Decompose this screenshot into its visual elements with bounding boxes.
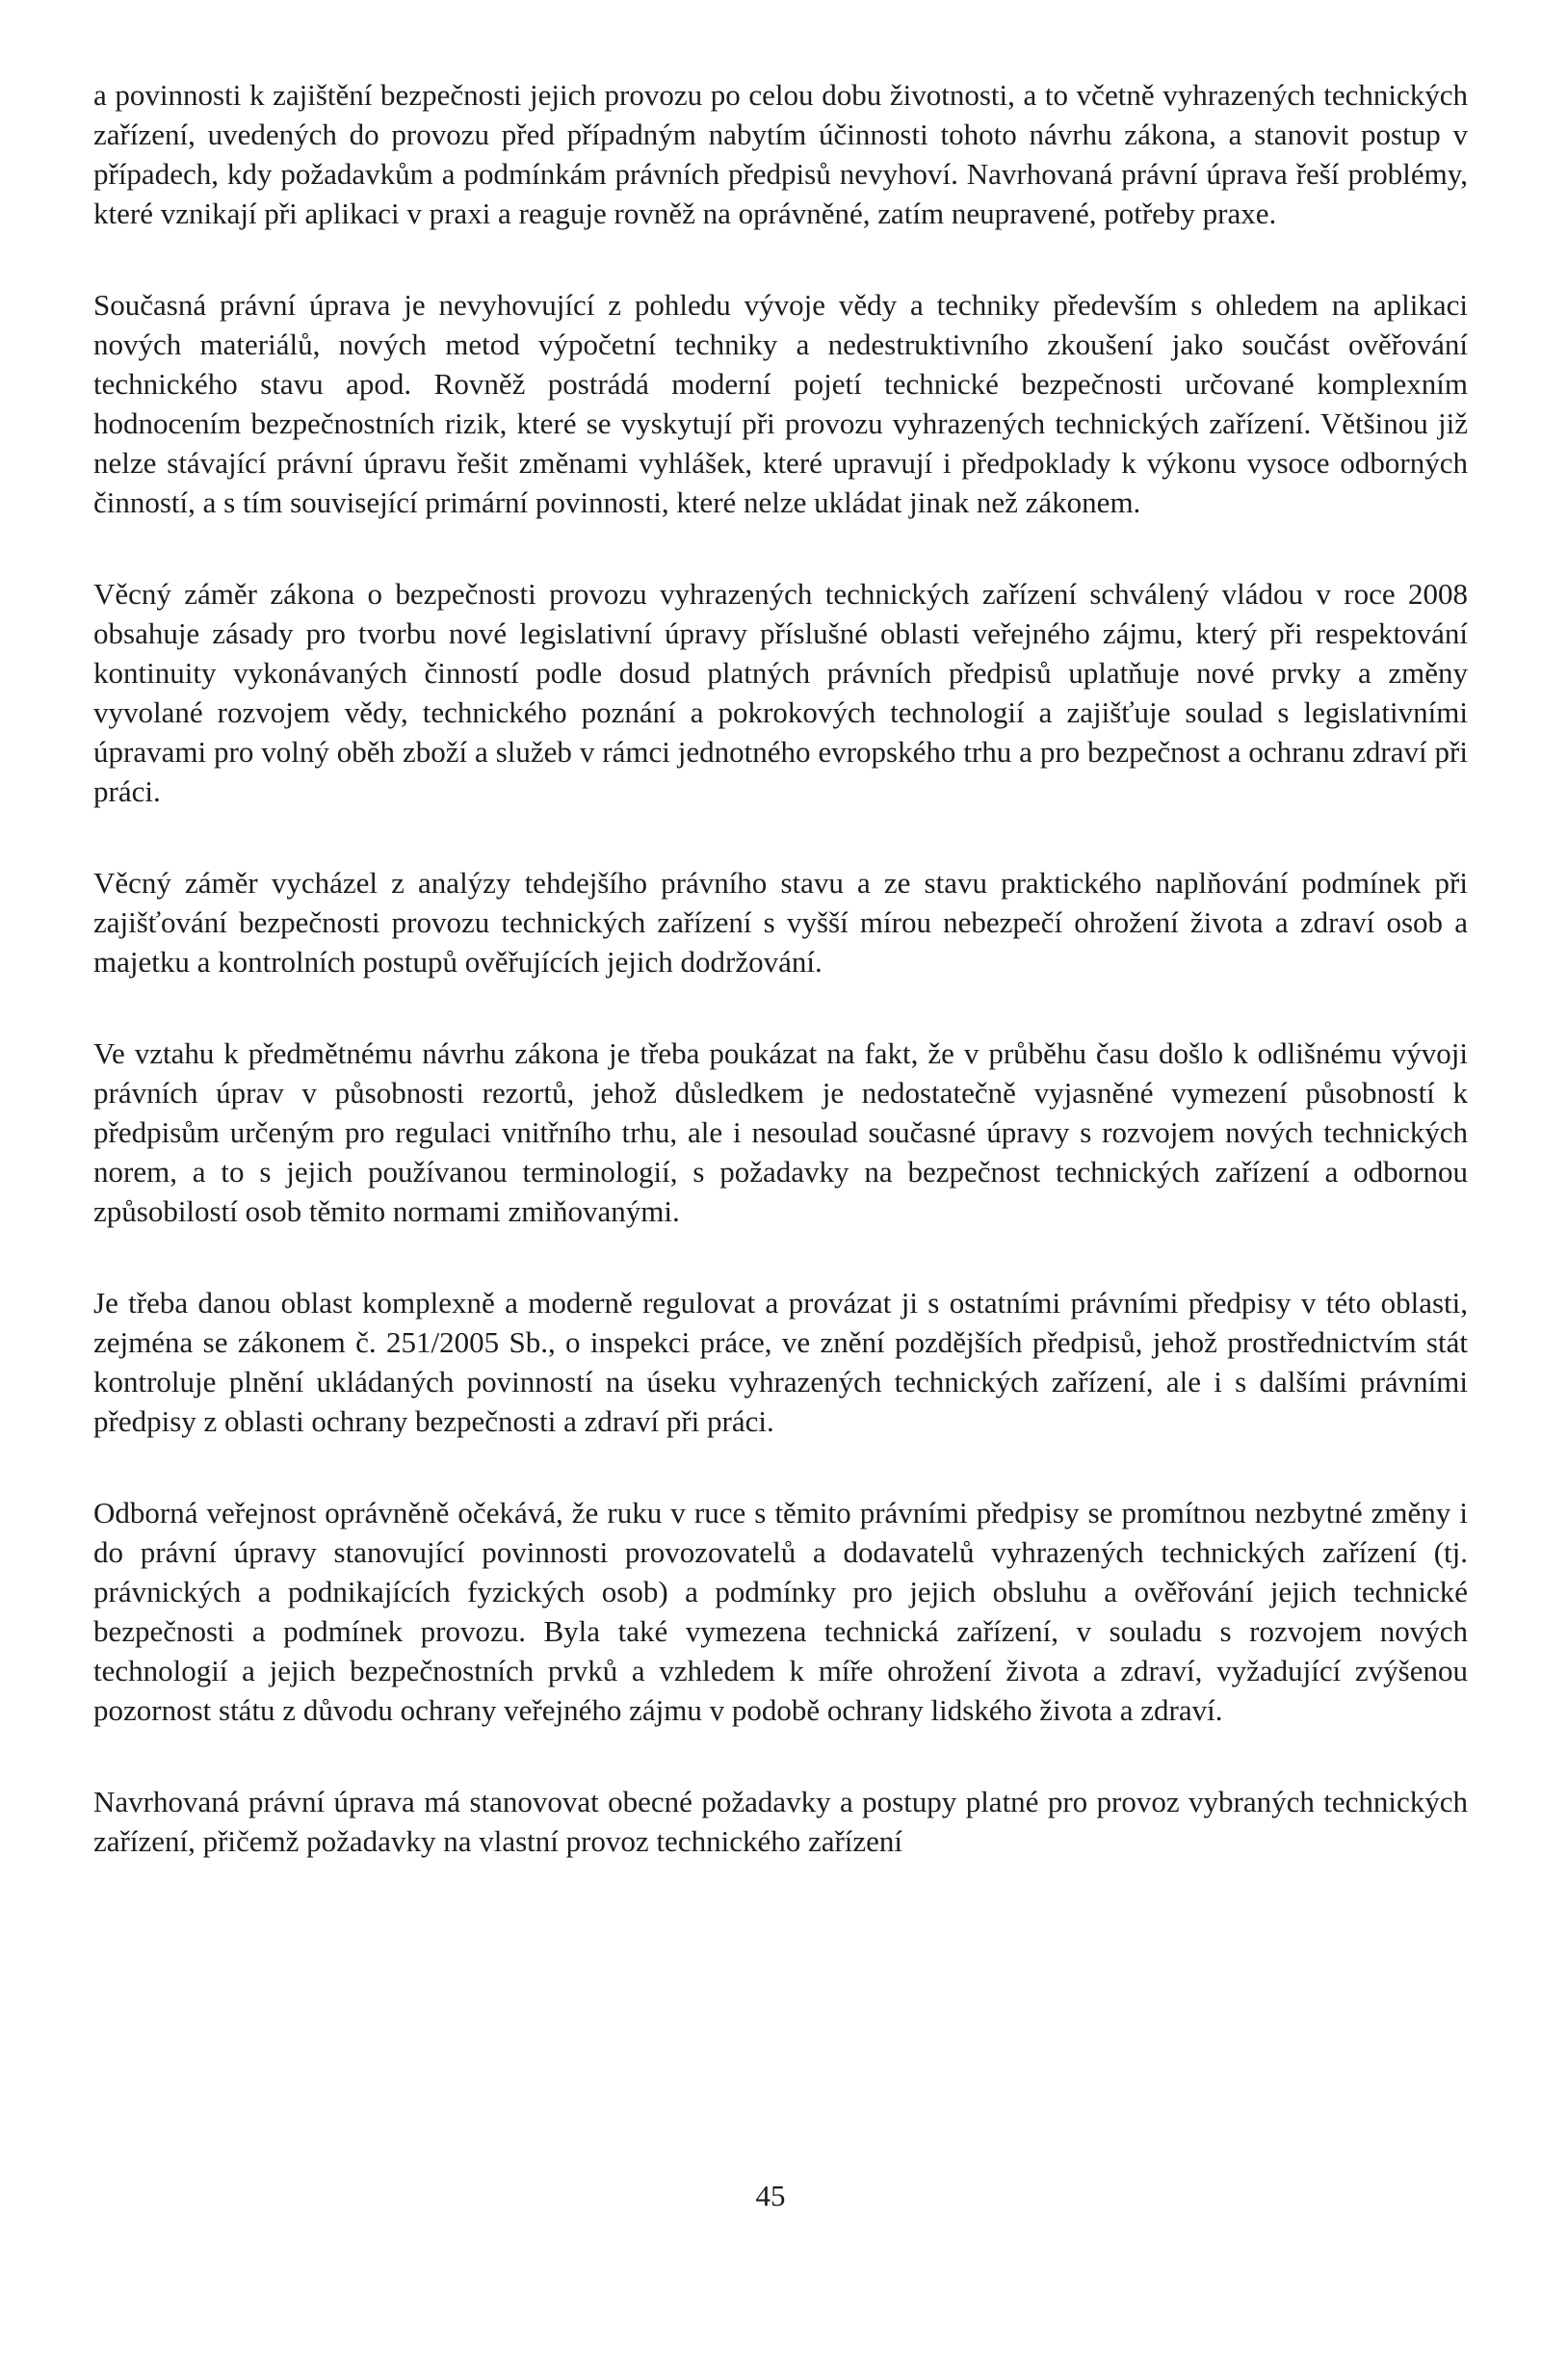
paragraph: Ve vztahu k předmětnému návrhu zákona je třeba poukázat na fakt, že v průběhu času došlo k odlišnému vývoji právních úprav v působnosti rezortů, jehož důsledkem je nedostatečně vyjasněné vymezení působností k předpisům určeným pro regulaci vnitřního trhu, ale i nesoulad současné úpravy s rozvojem nových technických norem, a to s jejich používanou terminologií, s požadavky na bezpečnost technických zařízení a odbornou způsobilostí osob těmito normami zmiňovanými. <box>93 1036 1468 1228</box>
page-number: 45 <box>755 2179 786 2212</box>
paragraph: Odborná veřejnost oprávněně očekává, že ruku v ruce s těmito právními předpisy se promítnou nezbytné změny i do právní úpravy stanovující povinnosti provozovatelů a dodavatelů vyhrazených technických zařízení (tj. právnických a podnikajících fyzických osob) a podmínky pro jejich obsluhu a ověřování jejich technické bezpečnosti a podmínek provozu. Byla také vymezena technická zařízení, v souladu s rozvojem nových technologií a jejich bezpečnostních prvků a vzhledem k míře ohrožení života a zdraví, vyžadující zvýšenou pozornost státu z důvodu ochrany veřejného zájmu v podobě ochrany lidského života a zdraví. <box>93 1496 1468 1727</box>
paragraph: Věcný záměr vycházel z analýzy tehdejšího právního stavu a ze stavu praktického naplňování podmínek při zajišťování bezpečnosti provozu technických zařízení s vyšší mírou nebezpečí ohrožení života a zdraví osob a majetku a kontrolních postupů ověřujících jejich dodržování. <box>93 866 1468 979</box>
paragraph: a povinnosti k zajištění bezpečnosti jejich provozu po celou dobu životnosti, a to včetně vyhrazených technických zařízení, uvedených do provozu před případným nabytím účinnosti tohoto návrhu zákona, a stanovit postup v případech, kdy požadavkům a podmínkám právních předpisů nevyhoví. Navrhovaná právní úprava řeší problémy, které vznikají při aplikaci v praxi a reaguje rovněž na oprávněné, zatím neupravené, potřeby praxe. <box>93 78 1468 230</box>
paragraph: Navrhovaná právní úprava má stanovovat obecné požadavky a postupy platné pro provoz vybraných technických zařízení, přičemž požadavky na vlastní provoz technického zařízení <box>93 1785 1468 1858</box>
document-body <box>93 75 1468 1913</box>
paragraph: Je třeba danou oblast komplexně a moderně regulovat a provázat ji s ostatními právními předpisy v této oblasti, zejména se zákonem č. 251/2005 Sb., o inspekci práce, ve znění pozdějších předpisů, jehož prostřednictvím stát kontroluje plnění ukládaných povinností na úseku vyhrazených technických zařízení, ale i s dalšími právními předpisy z oblasti ochrany bezpečnosti a zdraví při práci. <box>93 1286 1468 1438</box>
paragraph: Věcný záměr zákona o bezpečnosti provozu vyhrazených technických zařízení schválený vládou v roce 2008 obsahuje zásady pro tvorbu nové legislativní úpravy příslušné oblasti veřejného zájmu, který při respektování kontinuity vykonávaných činností podle dosud platných právních předpisů uplatňuje nové prvky a změny vyvolané rozvojem vědy, technického poznání a pokrokových technologií a zajišťuje soulad s legislativními úpravami pro volný oběh zboží a služeb v rámci jednotného evropského trhu a pro bezpečnost a ochranu zdraví při práci. <box>93 577 1468 808</box>
paragraph: Současná právní úprava je nevyhovující z pohledu vývoje vědy a techniky především s ohledem na aplikaci nových materiálů, nových metod výpočetní techniky a nedestruktivního zkoušení jako součást ověřování technického stavu apod. Rovněž postrádá moderní pojetí technické bezpečnosti určované komplexním hodnocením bezpečnostních rizik, které se vyskytují při provozu vyhrazených technických zařízení. Většinou již nelze stávající právní úpravu řešit změnami vyhlášek, které upravují i předpoklady k výkonu vysoce odborných činností, a s tím související primární povinnosti, které nelze ukládat jinak než zákonem. <box>93 288 1468 519</box>
